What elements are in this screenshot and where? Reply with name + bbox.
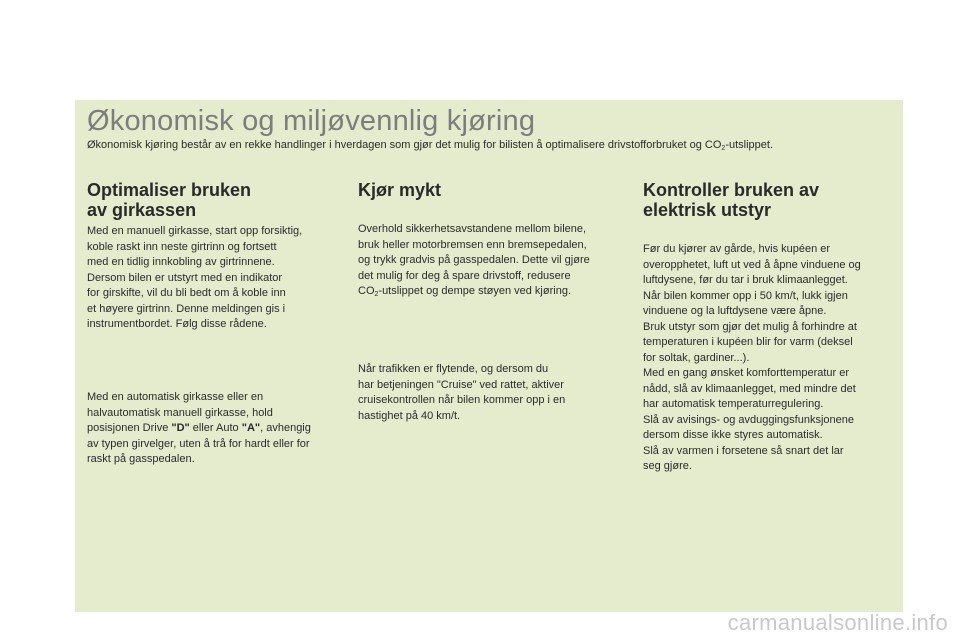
text-line: Overhold sikkerhetsavstandene mellom bilene,: [358, 223, 587, 235]
text-line: med en tidlig innkobling av girtrinnene.: [87, 256, 275, 268]
text-line: har automatisk temperaturregulering.: [643, 398, 824, 410]
drive-mode-label: "D": [171, 422, 190, 434]
drive-smoothly-paragraph: [358, 222, 590, 303]
heading-gearbox: [87, 180, 251, 220]
text-fragment: -utslippet og dempe støyen ved kjøring.: [378, 285, 571, 297]
heading-gearbox-line1: Optimaliser bruken: [87, 180, 252, 200]
text-line: Når bilen kommer opp i 50 km/t, lukk igjen: [643, 289, 848, 302]
text-line: Før du kjører av gårde, hvis kupéen er: [643, 243, 831, 255]
electrical-equipment-paragraph: [643, 242, 861, 475]
text-line: raskt på gasspedalen.: [87, 453, 195, 465]
text-line: [358, 284, 590, 303]
intro-subscript: 2: [721, 145, 726, 152]
heading-electrical-line2: elektrisk utstyr: [643, 200, 772, 220]
text-line: [87, 421, 311, 437]
site-watermark[interactable]: carmanualsonline.info: [727, 610, 948, 635]
text-line: hastighet på 40 km/t.: [358, 409, 461, 422]
text-line: Med en gang ønsket komforttemperatur er: [643, 367, 850, 379]
text-line: bruk heller motorbremsen enn bremsepedalen,: [358, 238, 587, 251]
text-line: Bruk utstyr som gjør det mulig å forhindre at: [643, 320, 857, 333]
text-line: Slå av avisings- og avduggingsfunksjonene: [643, 413, 854, 426]
text-line: dersom disse ikke styres automatisk.: [643, 429, 823, 441]
text-line: et høyere girtrinn. Denne meldingen gis i: [87, 302, 286, 315]
page-title: Økonomisk og miljøvennlig kjøring: [87, 105, 536, 137]
gearbox-automatic-paragraph: [87, 390, 311, 468]
text-line: Dersom bilen er utstyrt med en indikator: [87, 271, 283, 284]
text-line: seg gjøre.: [643, 460, 692, 472]
text-line: for soltak, gardiner...).: [643, 351, 750, 364]
heading-electrical-equipment: [643, 180, 819, 220]
cruise-control-paragraph: [358, 362, 565, 424]
heading-drive-smoothly: Kjør mykt: [358, 180, 442, 200]
text-line: koble raskt inn neste girtrinn og fortsett: [87, 240, 277, 253]
text-fragment: eller Auto: [189, 422, 242, 434]
text-line: temperaturen i kupéen blir for varm (deksel: [643, 336, 853, 348]
text-line: for girskifte, vil du bli bedt om å koble inn: [87, 287, 286, 299]
intro-text: [87, 139, 773, 152]
text-line: har betjeningen "Cruise" ved rattet, aktiver: [358, 378, 564, 391]
intro-text-end: -utslippet.: [725, 139, 774, 151]
gearbox-manual-paragraph: [87, 224, 302, 333]
text-fragment: , avhengig: [260, 422, 311, 434]
text-line: Når trafikken er flytende, og dersom du: [358, 363, 549, 375]
heading-gearbox-line2: av girkassen: [87, 200, 197, 220]
text-line: av typen girvelger, uten å trå for hardt eller for: [87, 437, 310, 450]
text-line: halvautomatisk manuell girkasse, hold: [87, 406, 273, 419]
intro-text-main: Økonomisk kjøring består av en rekke handlinger i hverdagen som gjør det mulig for bilisten å optimalisere drivstofforbruket og CO: [87, 139, 722, 151]
co2-subscript: 2: [374, 291, 379, 298]
text-line: vinduene og la luftdysene være åpne.: [643, 305, 827, 317]
text-fragment: posisjonen Drive: [87, 422, 172, 434]
text-fragment: CO: [358, 285, 375, 297]
text-line: Med en automatisk girkasse eller en: [87, 391, 264, 403]
text-line: cruisekontrollen når bilen kommer opp i en: [358, 394, 566, 406]
text-line: og trykk gradvis på gasspedalen. Dette vil gjøre: [358, 254, 590, 266]
text-line: Slå av varmen i forsetene så snart det lar: [643, 444, 844, 457]
text-line: det mulig for deg å spare drivstoff, redusere: [358, 269, 571, 282]
text-line: instrumentbordet. Følg disse rådene.: [87, 318, 267, 330]
text-line: nådd, slå av klimaanlegget, med mindre det: [643, 382, 856, 395]
heading-electrical-line1: Kontroller bruken av: [643, 180, 820, 200]
text-line: Med en manuell girkasse, start opp forsiktig,: [87, 225, 303, 237]
text-line: overopphetet, luft ut ved å åpne vinduene og: [643, 258, 861, 271]
auto-mode-label: "A": [241, 422, 261, 434]
text-line: luftdysene, før du tar i bruk klimaanlegget.: [643, 274, 848, 286]
